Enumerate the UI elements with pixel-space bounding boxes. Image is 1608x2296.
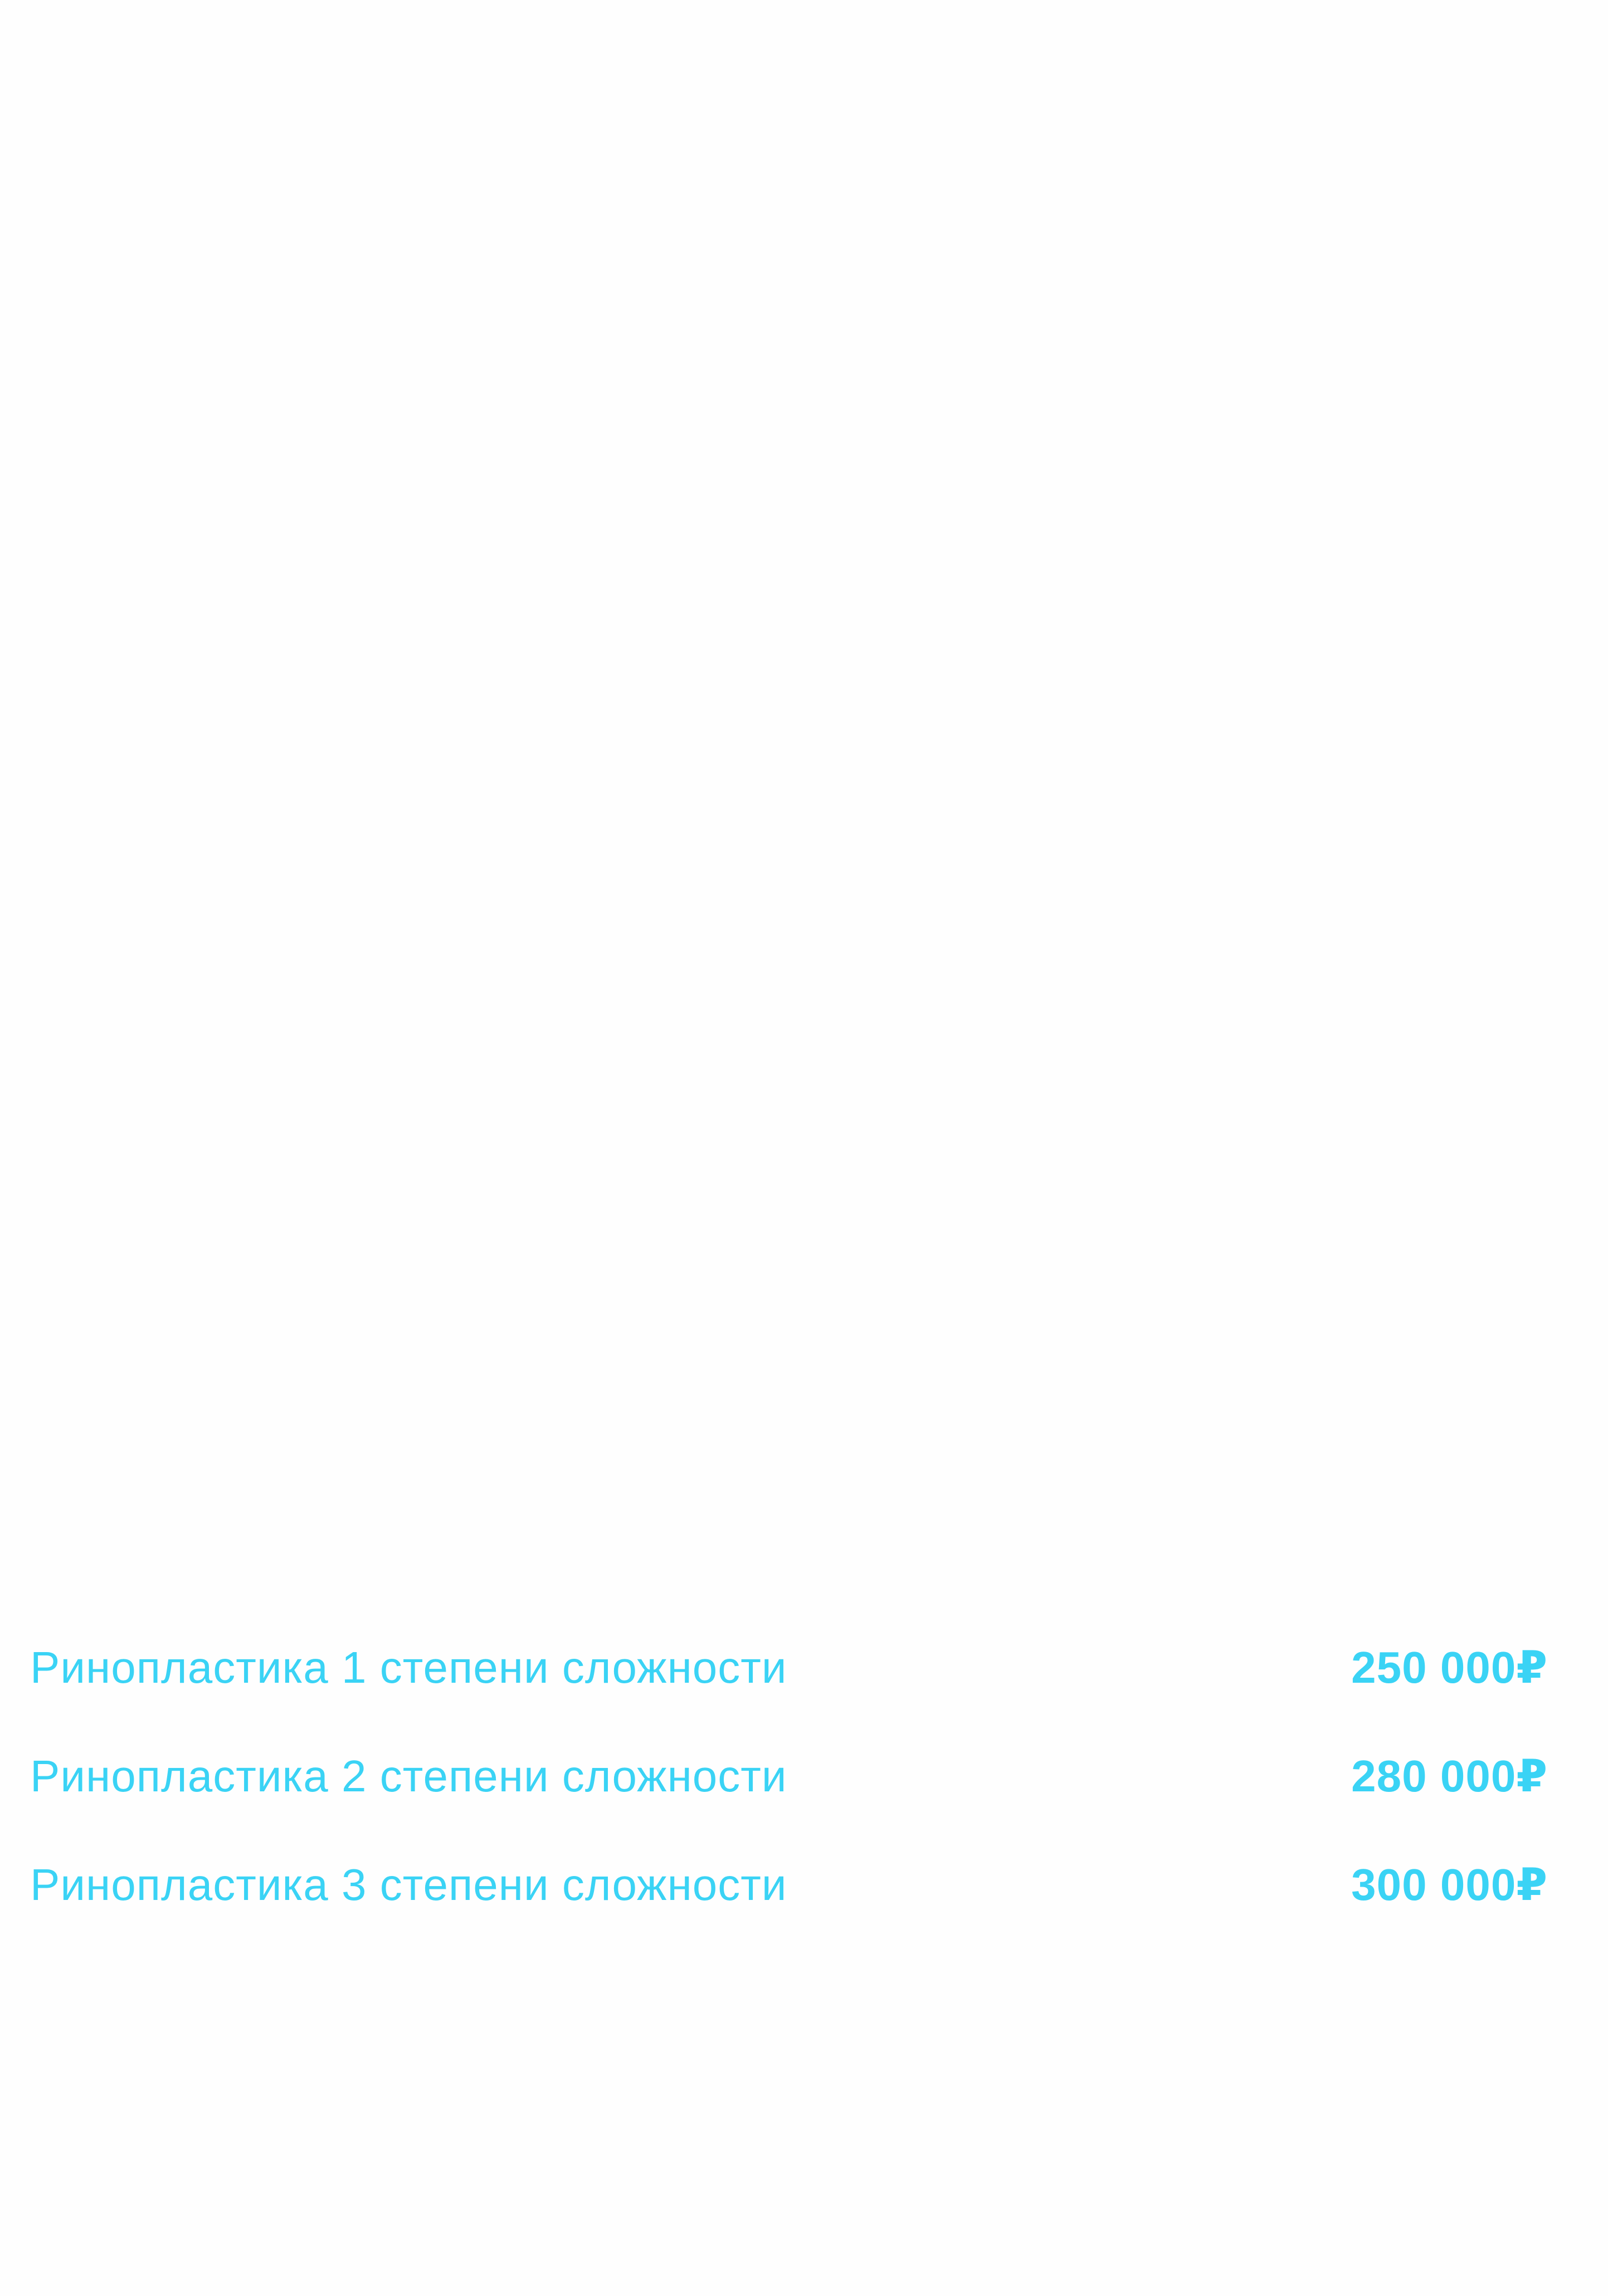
service-price: 250 000₽ xyxy=(1351,1643,1548,1692)
service-name: Ринопластика 1 степени сложности xyxy=(30,1643,787,1692)
price-row xyxy=(0,1853,1608,1919)
service-price: 300 000₽ xyxy=(1351,1860,1548,1909)
service-price: 280 000₽ xyxy=(1351,1751,1548,1801)
price-row xyxy=(0,1744,1608,1811)
service-name: Ринопластика 2 степени сложности xyxy=(30,1751,787,1801)
service-name: Ринопластика 3 степени сложности xyxy=(30,1860,787,1909)
price-row xyxy=(0,1635,1608,1702)
